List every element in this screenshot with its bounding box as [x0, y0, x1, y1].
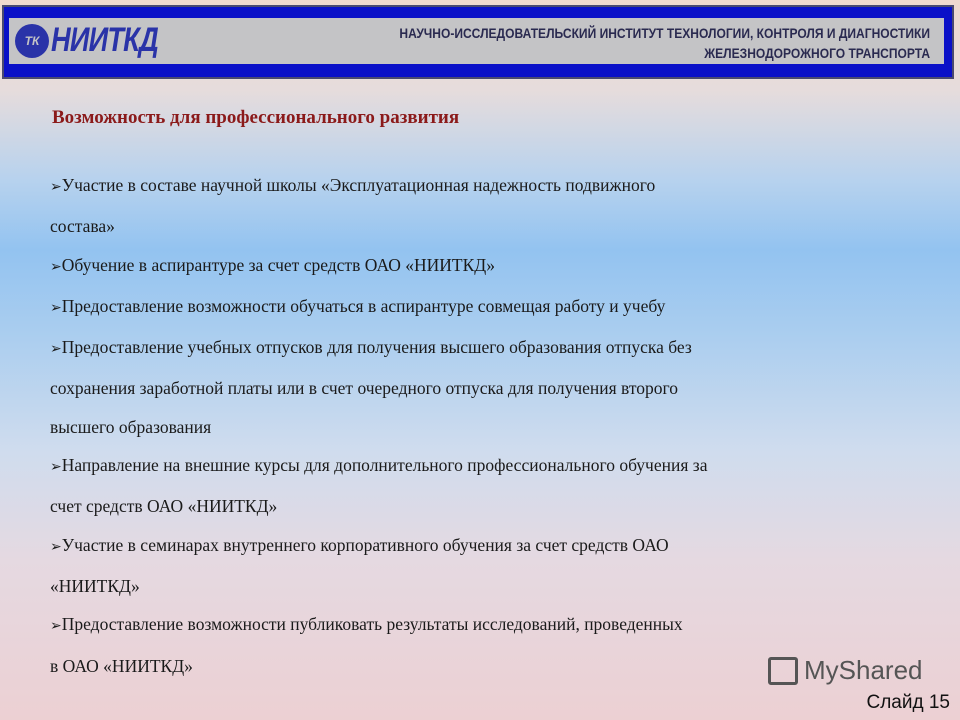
institute-name — [399, 23, 930, 63]
bullet-item — [50, 605, 880, 646]
bullet-text: Предоставление учебных отпусков для получения высшего образования отпуска без — [61, 337, 692, 358]
bullet-text: Участие в семинарах внутреннего корпоративного обучения за счет средств ОАО — [61, 534, 669, 555]
logo-emblem-icon: ТК — [15, 24, 49, 58]
bullet-item — [50, 526, 880, 567]
bullet-item — [50, 246, 880, 287]
arrow-bullet-icon: ➢ — [50, 259, 62, 275]
header-banner — [2, 5, 954, 79]
slide-title: Возможность для профессионального развития — [52, 107, 460, 128]
arrow-bullet-icon: ➢ — [50, 539, 62, 555]
watermark — [768, 655, 923, 686]
slide-number: Слайд 15 — [866, 692, 950, 713]
bullet-item — [50, 328, 880, 369]
bullet-text: Предоставление возможности обучаться в аспирантуре совмещая работу и учебу — [61, 295, 666, 316]
watermark-text: MyShared — [804, 655, 923, 685]
institute-line-1: НАУЧНО-ИССЛЕДОВАТЕЛЬСКИЙ ИНСТИТУТ ТЕХНОЛОГИИ, КОНТРОЛЯ И ДИАГНОСТИКИ — [399, 25, 930, 41]
arrow-bullet-icon: ➢ — [50, 619, 62, 635]
bullet-continuation: сохранения заработной платы или в счет очередного отпуска для получения второго — [50, 378, 679, 399]
bullet-continuation: высшего образования — [50, 416, 212, 437]
bullet-text: Участие в составе научной школы «Эксплуатационная надежность подвижного — [61, 175, 656, 195]
header-panel — [9, 18, 944, 64]
bullet-text: Направление на внешние курсы для дополнительного профессионального обучения за — [61, 455, 708, 476]
presentation-board-icon — [768, 657, 798, 685]
bullet-item — [50, 166, 880, 207]
logo-text: НИИТКД — [51, 21, 158, 59]
logo — [15, 21, 185, 60]
arrow-bullet-icon: ➢ — [50, 180, 62, 195]
bullet-item — [50, 446, 880, 487]
bullet-continuation: счет средств ОАО «НИИТКД» — [50, 496, 278, 517]
institute-line-2: ЖЕЛЕЗНОДОРОЖНОГО ТРАНСПОРТА — [704, 45, 930, 61]
bullet-continuation: состава» — [50, 216, 115, 237]
bullet-continuation: в ОАО «НИИТКД» — [50, 655, 193, 676]
bullet-text: Предоставление возможности публиковать результаты исследований, проведенных — [61, 614, 683, 635]
bullet-list — [50, 166, 880, 685]
arrow-bullet-icon: ➢ — [50, 300, 62, 316]
arrow-bullet-icon: ➢ — [50, 460, 62, 476]
bullet-text: Обучение в аспирантуре за счет средств ОАО «НИИТКД» — [61, 254, 495, 275]
bullet-continuation: «НИИТКД» — [50, 575, 140, 596]
arrow-bullet-icon: ➢ — [50, 342, 62, 358]
bullet-item — [50, 287, 880, 328]
